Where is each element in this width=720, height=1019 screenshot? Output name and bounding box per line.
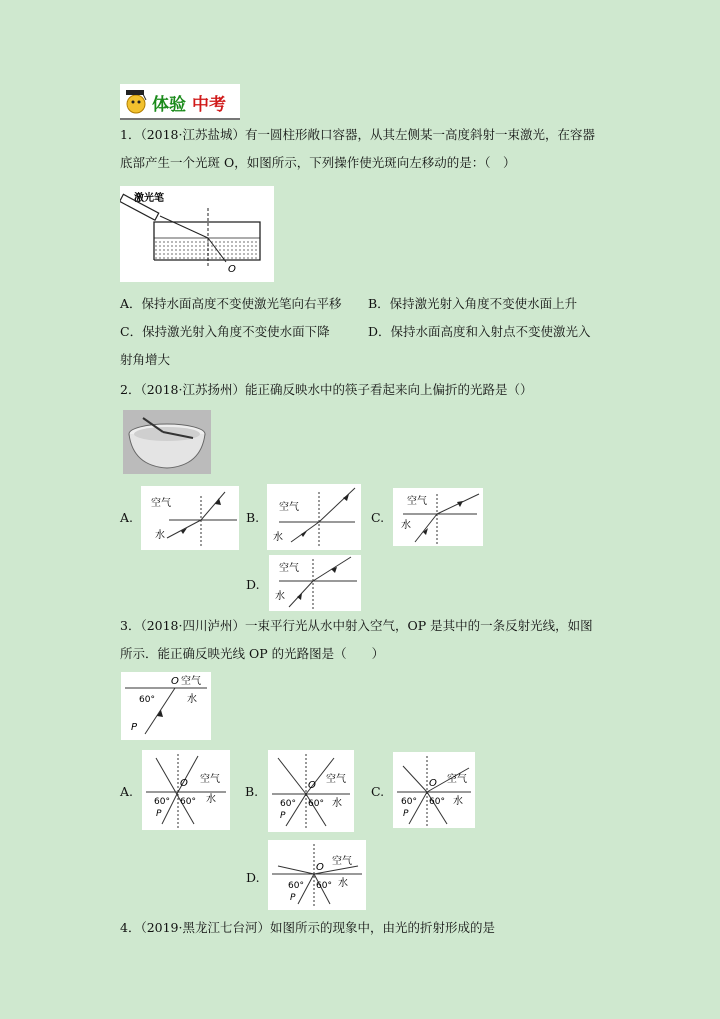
air-label: 空气 <box>279 502 299 513</box>
q3-option-d-letter[interactable]: D. <box>246 870 260 885</box>
water-label: 水 <box>187 694 197 705</box>
q3-option-c-letter[interactable]: C. <box>371 784 385 799</box>
angle-label-left: 60° <box>288 881 304 891</box>
q1-option-d-continued: 射角增大 <box>120 352 171 367</box>
water-label: 水 <box>155 530 165 541</box>
q2-stem: 2．（2018·江苏扬州）能正确反映水中的筷子看起来向上偏折的光路是（） <box>120 382 533 397</box>
q1-option-d[interactable]: D．保持水面高度和入射点不变使激光入 <box>368 324 591 339</box>
mascot-icon <box>122 86 150 116</box>
angle-label-right: 60° <box>429 797 445 807</box>
angle-label-left: 60° <box>280 799 296 809</box>
q3-option-c-diagram[interactable] <box>393 752 475 828</box>
angle-label: 60° <box>139 695 155 705</box>
q2-photo-bowl <box>123 410 211 474</box>
q3-option-a-diagram[interactable] <box>142 750 230 830</box>
point-o-label: O <box>171 676 179 687</box>
q3-stem-line2: 所示．能正确反映光线 OP 的光路图是（ ） <box>120 646 385 661</box>
q2-option-b-diagram[interactable] <box>267 484 361 550</box>
point-o-label: O <box>180 778 188 789</box>
water-label: 水 <box>275 591 285 602</box>
banner-text-experience: 体验 <box>152 95 186 115</box>
section-banner <box>120 84 240 120</box>
spot-o-label: O <box>228 264 236 275</box>
angle-label-right: 60° <box>308 799 324 809</box>
q3-option-b-diagram[interactable] <box>268 750 354 832</box>
q1-option-a[interactable]: A．保持水面高度不变使激光笔向右平移 <box>120 296 342 311</box>
water-label: 水 <box>401 520 411 531</box>
q2-option-c-letter[interactable]: C. <box>371 510 385 525</box>
q1-stem-line1: 1．（2018·江苏盐城）有一圆柱形敞口容器，从其左侧某一高度斜射一束激光，在容器 <box>120 127 595 142</box>
water-label: 水 <box>338 878 348 889</box>
q3-given-figure <box>121 672 211 740</box>
air-label: 空气 <box>332 856 352 867</box>
q2-option-d-letter[interactable]: D. <box>246 577 260 592</box>
point-p-label: P <box>280 811 286 821</box>
water-label: 水 <box>273 532 283 543</box>
angle-label-left: 60° <box>401 797 417 807</box>
air-label: 空气 <box>200 774 220 785</box>
q2-option-a-diagram[interactable] <box>141 486 239 550</box>
q2-option-b-letter[interactable]: B. <box>246 510 260 525</box>
point-p-label: P <box>403 809 409 819</box>
water-label: 水 <box>453 796 463 807</box>
point-p-label: P <box>131 722 138 733</box>
q1-stem-line2: 底部产生一个光斑 O，如图所示，下列操作使光斑向左移动的是：（ ） <box>120 155 516 170</box>
water-label: 水 <box>332 798 342 809</box>
air-label: 空气 <box>447 774 467 785</box>
air-label: 空气 <box>326 774 346 785</box>
q4-stem: 4．（2019·黑龙江七台河）如图所示的现象中，由光的折射形成的是 <box>120 920 495 935</box>
point-o-label: O <box>308 780 316 791</box>
q1-figure <box>120 186 274 282</box>
q3-option-a-letter[interactable]: A. <box>120 784 134 799</box>
air-label: 空气 <box>151 498 171 509</box>
banner-text-exam: 中考 <box>192 95 226 115</box>
q3-option-b-letter[interactable]: B. <box>245 784 259 799</box>
laser-pen-label: 激光笔 <box>134 193 164 204</box>
q3-stem-line1: 3．（2018·四川泸州）一束平行光从水中射入空气，OP 是其中的一条反射光线，如图 <box>120 618 593 633</box>
q2-option-c-diagram[interactable] <box>393 488 483 546</box>
q1-option-b[interactable]: B．保持激光射入角度不变使水面上升 <box>368 296 578 311</box>
air-label: 空气 <box>279 563 299 574</box>
angle-label-right: 60° <box>316 881 332 891</box>
air-label: 空气 <box>407 496 427 507</box>
water-label: 水 <box>206 794 216 805</box>
q3-option-d-diagram[interactable] <box>268 840 366 910</box>
q2-option-a-letter[interactable]: A. <box>120 510 134 525</box>
angle-label-right: 60° <box>180 797 196 807</box>
point-p-label: P <box>156 809 162 819</box>
angle-label-left: 60° <box>154 797 170 807</box>
air-label: 空气 <box>181 676 201 687</box>
q1-option-c[interactable]: C．保持激光射入角度不变使水面下降 <box>120 324 330 339</box>
point-p-label: P <box>290 893 296 903</box>
point-o-label: O <box>316 862 324 873</box>
q2-option-d-diagram[interactable] <box>269 555 361 611</box>
point-o-label: O <box>429 778 437 789</box>
